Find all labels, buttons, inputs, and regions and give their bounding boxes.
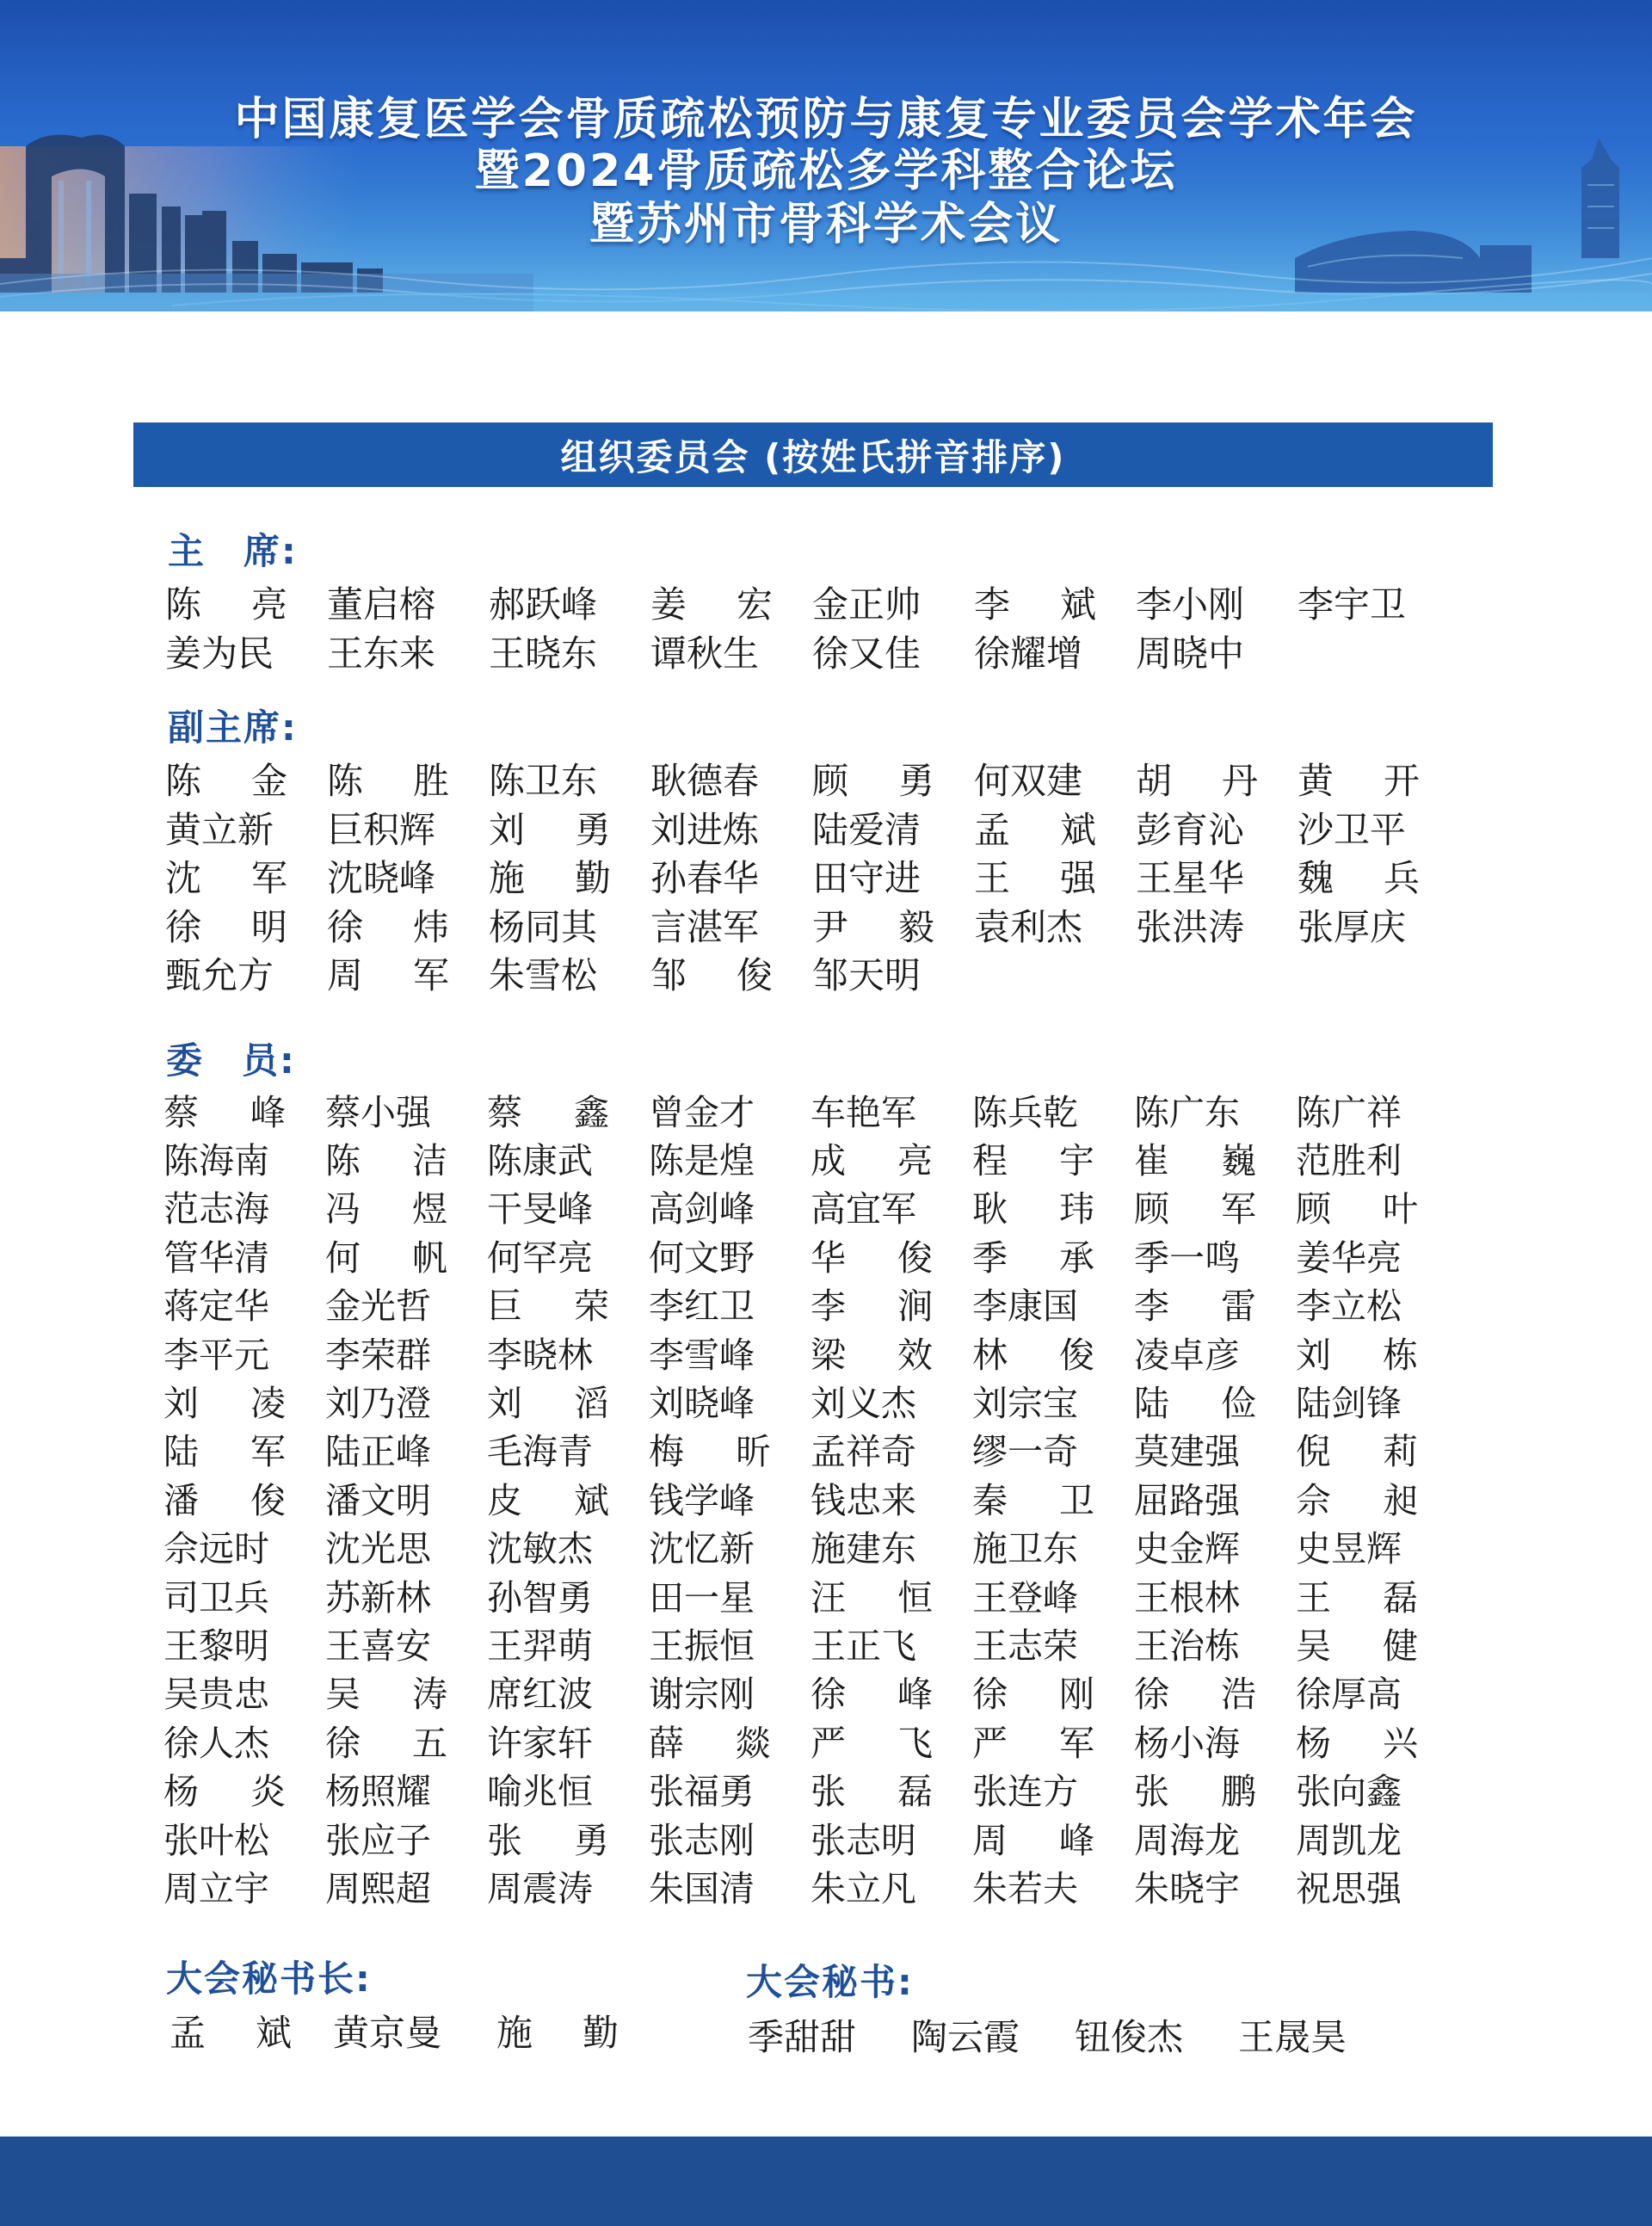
member-name: 张志明 (811, 1819, 916, 1861)
members-name-grid (163, 1088, 1458, 1914)
member-name: 蔡小强 (325, 1091, 431, 1133)
member-name: 范胜利 (1296, 1140, 1402, 1182)
vice-chair-name-grid (165, 757, 1459, 1001)
member-name: 金光哲 (325, 1286, 431, 1328)
member-name: 田一星 (649, 1576, 755, 1619)
member-name: 佘 昶 (1296, 1479, 1418, 1521)
chair-name: 姜为民 (165, 632, 274, 675)
member-name: 王治栋 (1134, 1625, 1240, 1667)
member-name: 徐 峰 (811, 1674, 933, 1716)
member-name: 刘宗宝 (972, 1383, 1078, 1425)
member-name: 皮 斌 (487, 1479, 609, 1521)
chair-name: 谭秋生 (650, 632, 760, 675)
member-name: 张连方 (972, 1771, 1078, 1813)
member-name: 陈兵乾 (972, 1091, 1078, 1133)
member-name: 张 磊 (811, 1771, 933, 1813)
member-name: 刘乃澄 (325, 1383, 431, 1425)
secretary-name: 王晟昊 (1238, 2016, 1347, 2058)
member-name: 苏新林 (325, 1576, 431, 1619)
member-name: 王羿萌 (487, 1625, 593, 1667)
member-name: 何文野 (649, 1236, 755, 1279)
member-name: 蔡 鑫 (487, 1091, 609, 1133)
member-name: 倪 莉 (1296, 1431, 1418, 1473)
member-name: 钱学峰 (649, 1479, 755, 1521)
member-name: 张 勇 (487, 1819, 609, 1861)
member-name: 朱晓宇 (1134, 1867, 1240, 1909)
member-name: 徐 刚 (972, 1674, 1094, 1716)
member-name: 凌卓彦 (1134, 1334, 1240, 1376)
vice-chair-name: 巨积辉 (327, 808, 436, 851)
vice-chair-name: 胡 丹 (1136, 760, 1258, 803)
member-name: 杨照耀 (325, 1771, 431, 1813)
member-name: 何罕亮 (487, 1236, 593, 1279)
member-name: 孟祥奇 (811, 1431, 916, 1473)
vice-chair-name: 朱雪松 (489, 954, 598, 997)
secretary-name: 陶云霞 (911, 2016, 1020, 2058)
member-name: 陆正峰 (325, 1431, 431, 1473)
member-name: 朱国清 (649, 1867, 755, 1909)
member-name: 史昱辉 (1296, 1528, 1402, 1570)
member-name: 梁 效 (811, 1334, 933, 1376)
member-name: 李 雷 (1134, 1286, 1256, 1328)
member-name: 孙智勇 (487, 1576, 593, 1619)
member-name: 沈敏杰 (487, 1528, 593, 1570)
member-name: 刘 滔 (487, 1383, 609, 1425)
vice-chair-name: 黄 开 (1298, 760, 1420, 803)
member-name: 徐厚高 (1296, 1674, 1402, 1716)
member-name: 刘 栋 (1296, 1334, 1418, 1376)
member-name: 史金辉 (1134, 1528, 1240, 1570)
member-name: 莫建强 (1134, 1431, 1240, 1473)
vice-chair-name: 耿德春 (650, 760, 760, 803)
member-name: 张福勇 (649, 1771, 755, 1813)
member-name: 季 承 (972, 1236, 1094, 1279)
vice-chair-name: 沙卫平 (1298, 808, 1407, 851)
header-title-line-3: 暨苏州市骨科学术会议 (589, 199, 1063, 250)
member-name: 范志海 (163, 1188, 269, 1230)
member-name: 席红波 (487, 1674, 593, 1716)
member-name: 钱忠来 (811, 1479, 916, 1521)
member-name: 刘义杰 (811, 1383, 916, 1425)
member-name: 冯 煜 (325, 1188, 447, 1230)
member-name: 朱立凡 (811, 1867, 916, 1909)
member-name: 王黎明 (163, 1625, 269, 1667)
member-name: 周熙超 (325, 1867, 431, 1909)
chair-name: 徐耀增 (974, 632, 1083, 675)
member-name: 张向鑫 (1296, 1771, 1402, 1813)
chair-name: 金正帅 (812, 583, 922, 626)
member-name: 潘文明 (325, 1479, 431, 1521)
member-name: 许家轩 (487, 1722, 593, 1764)
member-name: 祝思强 (1296, 1867, 1402, 1909)
vice-chair-name: 徐 炜 (327, 905, 449, 948)
member-name: 李红卫 (649, 1286, 755, 1328)
secretary-general-heading: 大会秘书长: (166, 1958, 372, 2000)
chair-name: 李宇卫 (1298, 583, 1407, 626)
member-name: 徐人杰 (163, 1722, 269, 1764)
member-name: 李立松 (1296, 1286, 1402, 1328)
member-name: 林 俊 (972, 1334, 1094, 1376)
header-banner (0, 0, 1652, 311)
section-title-bar (133, 422, 1493, 487)
member-name: 周 峰 (972, 1819, 1094, 1861)
member-name: 陈 洁 (325, 1140, 447, 1182)
member-name: 吴 健 (1296, 1625, 1418, 1667)
member-name: 屈路强 (1134, 1479, 1240, 1521)
member-name: 王志荣 (972, 1625, 1078, 1667)
member-name: 车艳军 (811, 1091, 916, 1133)
vice-chair-name: 顾 勇 (812, 760, 934, 803)
member-name: 周海龙 (1134, 1819, 1240, 1861)
member-name: 沈光思 (325, 1528, 431, 1570)
secretary-name: 钮俊杰 (1075, 2016, 1184, 2058)
member-name: 张志刚 (649, 1819, 755, 1861)
vice-chair-name: 言湛军 (650, 905, 760, 948)
member-name: 周立宇 (163, 1867, 269, 1909)
chair-name-grid (165, 581, 1459, 678)
header-title-line-1: 中国康复医学会骨质疏松预防与康复专业委员会学术年会 (234, 94, 1418, 145)
member-name: 佘远时 (163, 1528, 269, 1570)
member-name: 成 亮 (811, 1140, 933, 1182)
chair-name: 董启榕 (327, 583, 436, 626)
chair-name: 王晓东 (489, 632, 598, 675)
vice-chair-name: 王 强 (974, 857, 1096, 900)
vice-chair-name: 陈 金 (165, 760, 287, 803)
vice-chair-name: 田守进 (812, 857, 922, 900)
chair-name: 徐又佳 (812, 632, 922, 675)
member-name: 王振恒 (649, 1625, 755, 1667)
member-name: 杨小海 (1134, 1722, 1240, 1764)
member-name: 陆 俭 (1134, 1383, 1256, 1425)
member-name: 姜华亮 (1296, 1236, 1402, 1279)
member-name: 刘 凌 (163, 1383, 286, 1425)
vice-chair-heading: 副主席: (168, 706, 298, 749)
secretary-general-names (170, 2009, 619, 2057)
member-name: 陈广祥 (1296, 1091, 1402, 1133)
member-name: 梅 昕 (649, 1431, 771, 1473)
member-name: 徐 五 (325, 1722, 447, 1764)
member-name: 李 涧 (811, 1286, 933, 1328)
member-name: 顾 叶 (1296, 1188, 1418, 1230)
chair-name: 李 斌 (974, 583, 1096, 626)
vice-chair-name: 孟 斌 (974, 808, 1096, 851)
vice-chair-name: 周 军 (327, 954, 449, 997)
vice-chair-name: 陆爱清 (812, 808, 922, 851)
vice-chair-name: 邹 俊 (650, 954, 773, 997)
member-name: 陈康武 (487, 1140, 593, 1182)
vice-chair-name: 邹天明 (812, 954, 922, 997)
member-name: 严 军 (972, 1722, 1094, 1764)
vice-chair-name: 袁利杰 (974, 905, 1083, 948)
member-name: 顾 军 (1134, 1188, 1256, 1230)
secretary-general-name: 施 勤 (496, 2012, 619, 2054)
vice-chair-name: 尹 毅 (812, 905, 934, 948)
member-name: 缪一奇 (972, 1431, 1078, 1473)
vice-chair-name: 黄立新 (165, 808, 274, 851)
vice-chair-name: 徐 明 (165, 905, 287, 948)
member-name: 王登峰 (972, 1576, 1078, 1619)
member-name: 严 飞 (811, 1722, 933, 1764)
vice-chair-name: 施 勤 (489, 857, 611, 900)
vice-chair-name: 沈 军 (165, 857, 287, 900)
members-heading: 委 员: (166, 1039, 296, 1082)
member-name: 华 俊 (811, 1236, 933, 1279)
member-name: 毛海青 (487, 1431, 593, 1473)
secretary-names (748, 2013, 1360, 2062)
member-name: 张应子 (325, 1819, 431, 1861)
member-name: 蔡 峰 (163, 1091, 286, 1133)
member-name: 干旻峰 (487, 1188, 593, 1230)
secretary-name: 季甜甜 (748, 2016, 857, 2058)
vice-chair-name: 陈 胜 (327, 760, 449, 803)
member-name: 陆 军 (163, 1431, 286, 1473)
chair-name: 周晓中 (1136, 632, 1245, 675)
secretary-general-name: 黄京曼 (333, 2012, 442, 2054)
vice-chair-name: 陈卫东 (489, 760, 598, 803)
member-name: 王喜安 (325, 1625, 431, 1667)
member-name: 沈忆新 (649, 1528, 755, 1570)
member-name: 刘晓峰 (649, 1383, 755, 1425)
member-name: 汪 恒 (811, 1576, 933, 1619)
section-title: 组织委员会 (按姓氏拼音排序) (560, 435, 1066, 478)
vice-chair-name: 孙春华 (650, 857, 760, 900)
member-name: 耿 玮 (972, 1188, 1094, 1230)
chair-name: 姜 宏 (650, 583, 773, 626)
member-name: 王正飞 (811, 1625, 916, 1667)
member-name: 吴 涛 (325, 1674, 447, 1716)
member-name: 喻兆恒 (487, 1771, 593, 1813)
vice-chair-name: 张厚庆 (1298, 905, 1407, 948)
member-name: 蒋定华 (163, 1286, 269, 1328)
vice-chair-name: 沈晓峰 (327, 857, 436, 900)
member-name: 陈海南 (163, 1140, 269, 1182)
chair-name: 陈 亮 (165, 583, 287, 626)
member-name: 高宜军 (811, 1188, 916, 1230)
member-name: 司卫兵 (163, 1576, 269, 1619)
secretary-heading: 大会秘书: (746, 1961, 914, 2003)
member-name: 曾金才 (649, 1091, 755, 1133)
member-name: 杨 兴 (1296, 1722, 1418, 1764)
member-name: 高剑峰 (649, 1188, 755, 1230)
member-name: 周凯龙 (1296, 1819, 1402, 1861)
vice-chair-name: 杨同其 (489, 905, 598, 948)
chair-heading: 主 席: (168, 530, 298, 572)
member-name: 朱若夫 (972, 1867, 1078, 1909)
vice-chair-name: 甄允方 (165, 954, 274, 997)
member-name: 杨 炎 (163, 1771, 286, 1813)
member-name: 李晓林 (487, 1334, 593, 1376)
member-name: 李康国 (972, 1286, 1078, 1328)
chair-name: 郝跃峰 (489, 583, 598, 626)
member-name: 崔 巍 (1134, 1140, 1256, 1182)
member-name: 张 鹏 (1134, 1771, 1256, 1813)
member-name: 管华清 (163, 1236, 269, 1279)
member-name: 张叶松 (163, 1819, 269, 1861)
member-name: 薛 燚 (649, 1722, 771, 1764)
member-name: 何 帆 (325, 1236, 447, 1279)
vice-chair-name: 魏 兵 (1298, 857, 1420, 900)
member-name: 陈广东 (1134, 1091, 1240, 1133)
member-name: 季一鸣 (1134, 1236, 1240, 1279)
member-name: 王根林 (1134, 1576, 1240, 1619)
member-name: 施建东 (811, 1528, 916, 1570)
chair-name: 李小刚 (1136, 583, 1245, 626)
member-name: 施卫东 (972, 1528, 1078, 1570)
vice-chair-name: 彭育沁 (1136, 808, 1245, 851)
member-name: 陈是煌 (649, 1140, 755, 1182)
member-name: 谢宗刚 (649, 1674, 755, 1716)
member-name: 李雪峰 (649, 1334, 755, 1376)
chair-name: 王东来 (327, 632, 436, 675)
vice-chair-name: 何双建 (974, 760, 1083, 803)
vice-chair-name: 王星华 (1136, 857, 1245, 900)
vice-chair-name: 刘 勇 (489, 808, 611, 851)
member-name: 程 宇 (972, 1140, 1094, 1182)
vice-chair-name: 刘进炼 (650, 808, 760, 851)
member-name: 周震涛 (487, 1867, 593, 1909)
member-name: 巨 荣 (487, 1286, 609, 1328)
secretary-general-name: 孟 斌 (170, 2012, 292, 2054)
member-name: 王 磊 (1296, 1576, 1418, 1619)
member-name: 秦 卫 (972, 1479, 1094, 1521)
member-name: 李平元 (163, 1334, 269, 1376)
member-name: 李荣群 (325, 1334, 431, 1376)
member-name: 吴贵忠 (163, 1674, 269, 1716)
header-title-line-2: 暨2024骨质疏松多学科整合论坛 (474, 145, 1178, 197)
member-name: 陆剑锋 (1296, 1383, 1402, 1425)
member-name: 潘 俊 (163, 1479, 286, 1521)
member-name: 徐 浩 (1134, 1674, 1256, 1716)
vice-chair-name: 张洪涛 (1136, 905, 1245, 948)
footer-bar (0, 2137, 1652, 2226)
